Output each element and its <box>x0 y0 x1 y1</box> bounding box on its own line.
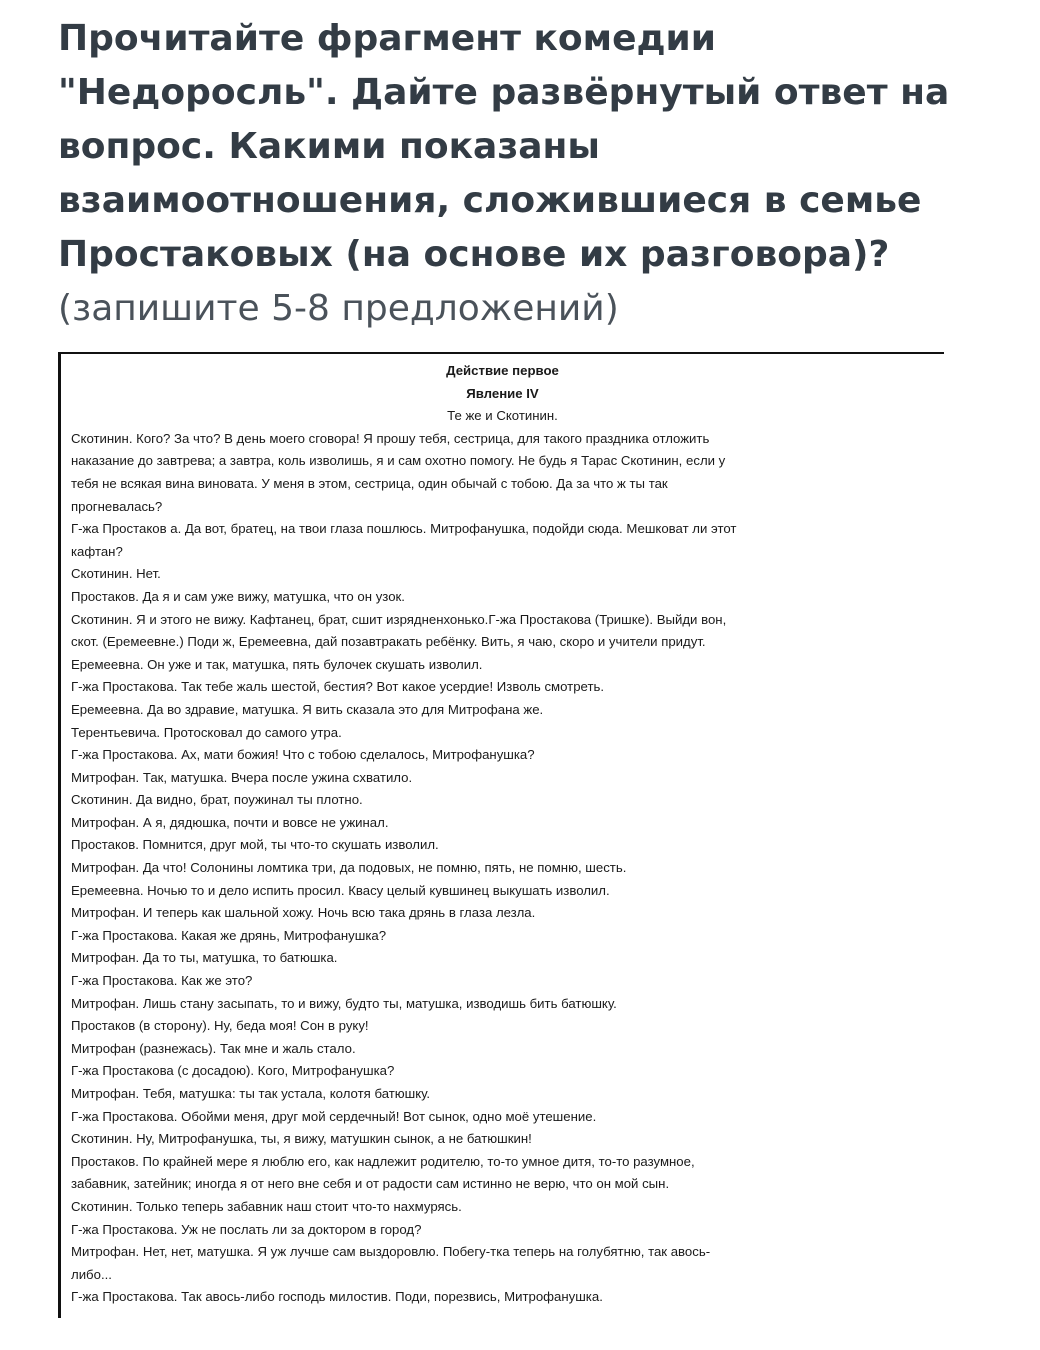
dialogue-line: Митрофан. И теперь как шальной хожу. Ночь всю така дрянь в глаза лезла. <box>71 905 536 921</box>
excerpt-image <box>58 352 944 1318</box>
question-bold: Прочитайте фрагмент комедии "Недоросль". Дайте развёрнутый ответ на вопрос. Какими показаны взаимоотношения, сложившиеся в семье Простаковых (на основе их разговора)? <box>58 18 950 275</box>
dialogue-line: скот. (Еремеевне.) Поди ж, Еремеевна, дай позавтракать ребёнку. Вить, я чаю, скоро и учители придут. <box>71 634 706 650</box>
dialogue-line: Терентьевича. Протосковал до самого утра. <box>71 724 342 740</box>
dialogue-line: Митрофан. Нет, нет, матушка. Я уж лучше сам выздоровлю. Побегу-тка теперь на голубятню, так авось- <box>71 1244 711 1260</box>
dialogue-line: кафтан? <box>71 543 123 559</box>
dialogue-line: наказание до завтрева; а завтра, коль изволишь, я и сам охотно помогу. Не будь я Тарас Скотинин, если у <box>71 453 726 469</box>
dialogue-line: Простаков (в сторону). Ну, беда моя! Сон в руку! <box>71 1018 369 1034</box>
dialogue-line: Г-жа Простакова. Уж не послать ли за доктором в город? <box>71 1221 422 1237</box>
dialogue-line: Еремеевна. Ночью то и дело испить просил. Квасу целый кувшинец выкушать изволил. <box>71 882 610 898</box>
dialogue-line: либо... <box>71 1266 112 1282</box>
dialogue-lines <box>71 428 934 1309</box>
dialogue-line: Митрофан. Так, матушка. Вчера после ужина схватило. <box>71 769 413 785</box>
dialogue-line: Г-жа Простакова (с досадою). Кого, Митрофанушка? <box>71 1063 395 1079</box>
stage-direction: Те же и Скотинин. <box>447 408 558 424</box>
dialogue-line: Митрофан. Да то ты, матушка, то батюшка. <box>71 950 338 966</box>
dialogue-line: Простаков. Помнится, друг мой, ты что-то скушать изволил. <box>71 837 439 853</box>
dialogue-line: Скотинин. Ну, Митрофанушка, ты, я вижу, матушкин сынок, а не батюшкин! <box>71 1131 532 1147</box>
question-note: (запишите 5-8 предложений) <box>58 288 619 329</box>
dialogue-line: Г-жа Простакова. Так авось-либо господь милостив. Поди, порезвись, Митрофанушка. <box>71 1289 603 1305</box>
question-text <box>58 12 998 336</box>
dialogue-line: Митрофан. Лишь стану засыпать, то и вижу, будто ты, матушка, изводишь бить батюшку. <box>71 995 617 1011</box>
dialogue-line: Г-жа Простакова. Ах, мати божия! Что с тобою сделалось, Митрофанушка? <box>71 747 535 763</box>
dialogue-line: Митрофан (разнежась). Так мне и жаль стало. <box>71 1040 356 1056</box>
dialogue-line: прогневалась? <box>71 498 163 514</box>
dialogue-line: Г-жа Простакова. Обойми меня, друг мой сердечный! Вот сынок, одно моё утешение. <box>71 1108 597 1124</box>
dialogue-line: Еремеевна. Он уже и так, матушка, пять булочек скушать изволил. <box>71 656 483 672</box>
dialogue-line: Скотинин. Я и этого не вижу. Кафтанец, брат, сшит изрядненхонько.Г-жа Простакова (Тришке). Выйди вон, <box>71 611 727 627</box>
act-heading: Действие первое <box>446 363 559 378</box>
dialogue-line: Митрофан. Тебя, матушка: ты так устала, колотя батюшку. <box>71 1086 431 1101</box>
dialogue-line: Простаков. Да я и сам уже вижу, матушка, что он узок. <box>71 588 405 604</box>
dialogue-line: забавник, затейник; иногда я от него вне себя и от радости сам истинно не верю, что он мой сын. <box>71 1176 670 1192</box>
dialogue-line: Скотинин. Нет. <box>71 566 161 582</box>
dialogue-line: Митрофан. А я, дядюшка, почти и вовсе не ужинал. <box>71 814 389 830</box>
dialogue-line: Скотинин. Кого? За что? В день моего сговора! Я прошу тебя, сестрица, для такого праздника отложить <box>71 430 710 446</box>
dialogue-line: тебя не всякая вина виновата. У меня в этом, сестрица, один обычай с тобою. Да за что ж ты так <box>71 475 668 491</box>
dialogue-line: Простаков. По крайней мере я люблю его, как надлежит родителю, то-то умное дитя, то-то разумное, <box>71 1153 695 1169</box>
dialogue-line: Скотинин. Да видно, брат, поужинал ты плотно. <box>71 792 363 808</box>
dialogue-line: Митрофан. Да что! Солонины ломтика три, да подовых, не помню, пять, не помню, шесть. <box>71 860 627 876</box>
dialogue-line: Г-жа Простакова. Как же это? <box>71 973 253 989</box>
dialogue-line: Еремеевна. Да во здравие, матушка. Я вить сказала это для Митрофана же. <box>71 701 544 717</box>
dialogue-line: Г-жа Простаков а. Да вот, братец, на твои глаза пошлюсь. Митрофанушка, подойди сюда. Мешковат ли этот <box>71 521 737 537</box>
scene-heading: Явление IV <box>466 385 539 401</box>
dialogue-line: Г-жа Простакова. Так тебе жаль шестой, бестия? Вот какое усердие! Изволь смотреть. <box>71 679 605 695</box>
dialogue-line: Скотинин. Только теперь забавник наш стоит что-то нахмурясь. <box>71 1198 462 1214</box>
dialogue-line: Г-жа Простакова. Какая же дрянь, Митрофанушка? <box>71 927 387 943</box>
